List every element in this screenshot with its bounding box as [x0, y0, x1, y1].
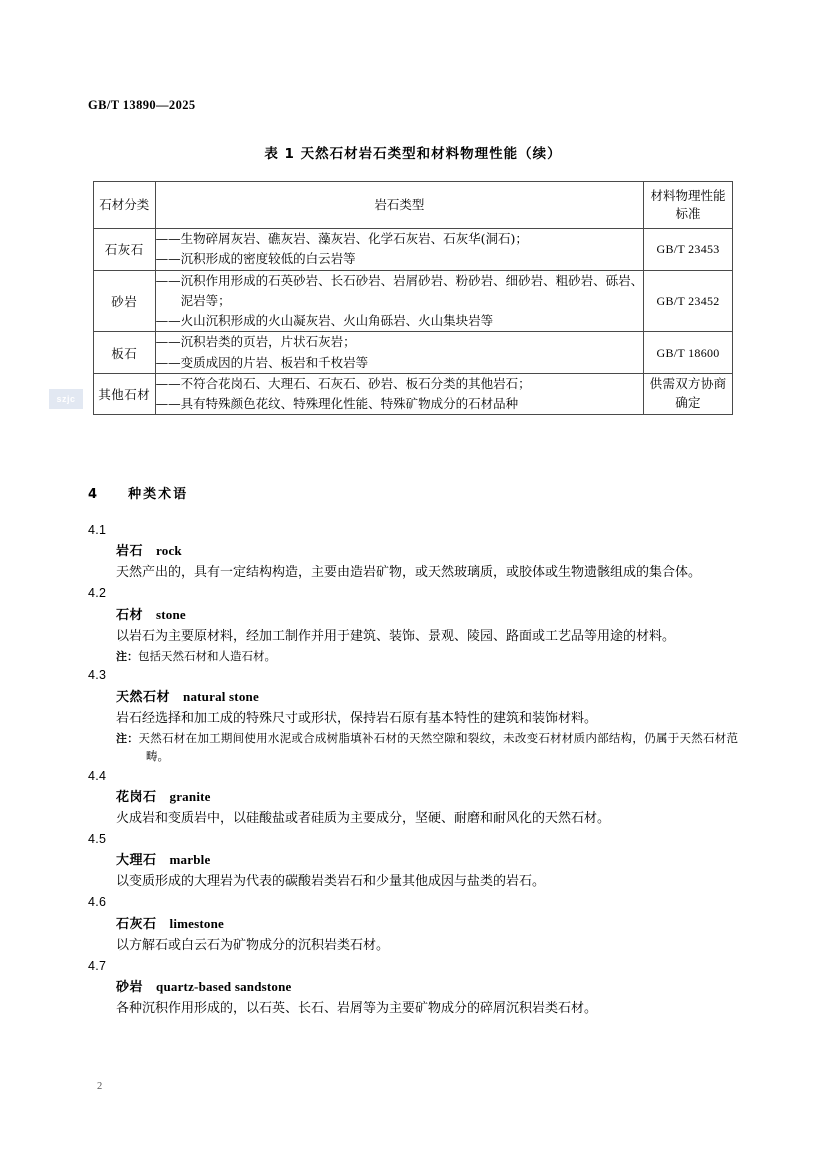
- term-english: stone: [156, 606, 186, 622]
- clause-number: 4.4: [88, 768, 107, 783]
- rock-type-item: ——沉积形成的密度较低的白云岩等: [155, 251, 356, 267]
- standard-line: 确定: [675, 395, 701, 410]
- clause-definition: 天然产出的，具有一定结构构造，主要由造岩矿物，或天然玻璃质，或胶体或生物遗骸组成的集合体。: [116, 565, 702, 581]
- clause-number: 4.5: [88, 831, 107, 846]
- clause-definition: 以变质形成的大理岩为代表的碳酸岩类岩石和少量其他成因与盐类的岩石。: [116, 874, 546, 890]
- stone-classification-table: [93, 181, 733, 415]
- term-chinese: 大理石: [116, 853, 157, 869]
- term-english: limestone: [169, 915, 225, 931]
- cell-standard: [644, 270, 733, 332]
- term-english: natural stone: [183, 688, 259, 704]
- watermark-stamp: szjc: [49, 389, 83, 409]
- term-chinese: 石灰石: [116, 916, 157, 932]
- standard-number-header: GB/T 13890—2025: [88, 98, 196, 112]
- table-caption: 表 1 天然石材岩石类型和材料物理性能（续）: [264, 146, 562, 162]
- table-row: [94, 270, 733, 332]
- clause-number: 4.6: [88, 895, 107, 910]
- clause-number: 4.2: [88, 586, 107, 601]
- column-header-rock-type: 岩石类型: [155, 182, 644, 229]
- term-english: marble: [169, 852, 211, 868]
- rock-type-item: ——变质成因的片岩、板岩和千枚岩等: [155, 354, 369, 370]
- table-body: [94, 229, 733, 415]
- term-english: rock: [156, 543, 182, 559]
- standard-line: 供需双方协商: [649, 376, 727, 392]
- clause-number: 4.1: [88, 523, 107, 537]
- rock-type-item: ——生物碎屑灰岩、礁灰岩、藻灰岩、化学石灰岩、石灰华(洞石)；: [155, 231, 528, 246]
- cell-standard: [644, 229, 733, 271]
- clause-note: [116, 647, 738, 666]
- cell-rock-types: [155, 270, 644, 332]
- clause-definition: 各种沉积作用形成的，以石英、长石、岩屑等为主要矿物成分的碎屑沉积岩类石材。: [116, 1000, 598, 1016]
- term-english: quartz-based sandstone: [156, 978, 292, 994]
- term-chinese: 花岗石: [116, 789, 157, 805]
- table-row: [94, 229, 733, 271]
- standard-line: GB/T 23452: [656, 293, 720, 308]
- rock-type-item: ——沉积作用形成的石英砂岩、长石砂岩、岩屑砂岩、粉砂岩、细砂岩、粗砂岩、砾岩、: [155, 272, 644, 288]
- standard-line: GB/T 23453: [656, 242, 720, 257]
- table-row: [94, 373, 733, 415]
- term-english: granite: [169, 788, 211, 804]
- clause-number: 4.3: [88, 668, 107, 683]
- column-header-standard: [644, 182, 733, 229]
- cell-category: 其他石材: [94, 373, 156, 415]
- note-text: 天然石材在加工期间使用水泥或合成树脂填补石材的天然空隙和裂纹，未改变石材材质内部结构，仍属于天然石材范畴。: [138, 730, 739, 764]
- cell-category: 石灰石: [94, 229, 156, 271]
- section-number: 4: [88, 487, 100, 502]
- clause-term: [116, 913, 738, 935]
- note-label: 注：: [116, 649, 138, 663]
- cell-rock-types: [155, 229, 644, 271]
- clause-term: [116, 604, 738, 626]
- rock-type-item: ——沉积岩类的页岩，片状石灰岩；: [155, 334, 356, 350]
- term-chinese: 石材: [116, 607, 144, 623]
- cell-category: 板石: [94, 332, 156, 374]
- page-number: 2: [97, 1081, 103, 1092]
- note-text: 包括天然石材和人造石材。: [138, 648, 276, 663]
- cell-category: 砂岩: [94, 270, 156, 332]
- column-header-standard-line2: 标准: [675, 206, 701, 221]
- rock-type-item-continuation: 泥岩等；: [180, 292, 231, 308]
- section-heading: [88, 483, 188, 502]
- cell-rock-types: [155, 332, 644, 374]
- section-title: 种类术语: [128, 487, 189, 502]
- clause-term: [116, 686, 738, 708]
- clause-term: [116, 786, 738, 808]
- clause-note: [116, 729, 738, 766]
- rock-type-item: ——具有特殊颜色花纹、特殊理化性能、特殊矿物成分的石材品种: [155, 396, 519, 411]
- clause-definition: 火成岩和变质岩中，以硅酸盐或者硅质为主要成分，坚硬、耐磨和耐风化的天然石材。: [116, 810, 611, 826]
- term-chinese: 砂岩: [116, 979, 144, 995]
- standard-line: GB/T 18600: [656, 345, 720, 360]
- rock-type-item: ——火山沉积形成的火山凝灰岩、火山角砾岩、火山集块岩等: [155, 313, 494, 328]
- table-row: [94, 332, 733, 374]
- clause-number: 4.7: [88, 958, 107, 973]
- clause-definition: 以方解石或白云石为矿物成分的沉积岩类石材。: [116, 937, 390, 953]
- cell-standard: [644, 373, 733, 415]
- clause-definition: 岩石经选择和加工成的特殊尺寸或形状，保持岩石原有基本特性的建筑和装饰材料。: [116, 710, 598, 726]
- clause-term: [116, 976, 738, 998]
- clause-term: [116, 540, 738, 562]
- cell-standard: [644, 332, 733, 374]
- clause-list: [88, 520, 738, 1019]
- column-header-category: 石材分类: [94, 182, 156, 229]
- term-chinese: 天然石材: [116, 689, 171, 705]
- cell-rock-types: [155, 373, 644, 415]
- rock-type-item: ——不符合花岗石、大理石、石灰石、砂岩、板石分类的其他岩石；: [155, 375, 531, 391]
- note-label: 注：: [116, 731, 139, 745]
- clause-term: [116, 849, 738, 871]
- clause-definition: 以岩石为主要原材料，经加工制作并用于建筑、装饰、景观、陵园、路面或工艺品等用途的材料。: [116, 628, 676, 644]
- column-header-standard-line1: 材料物理性能: [650, 187, 726, 203]
- table-header-row: [94, 182, 733, 229]
- term-chinese: 岩石: [116, 544, 144, 560]
